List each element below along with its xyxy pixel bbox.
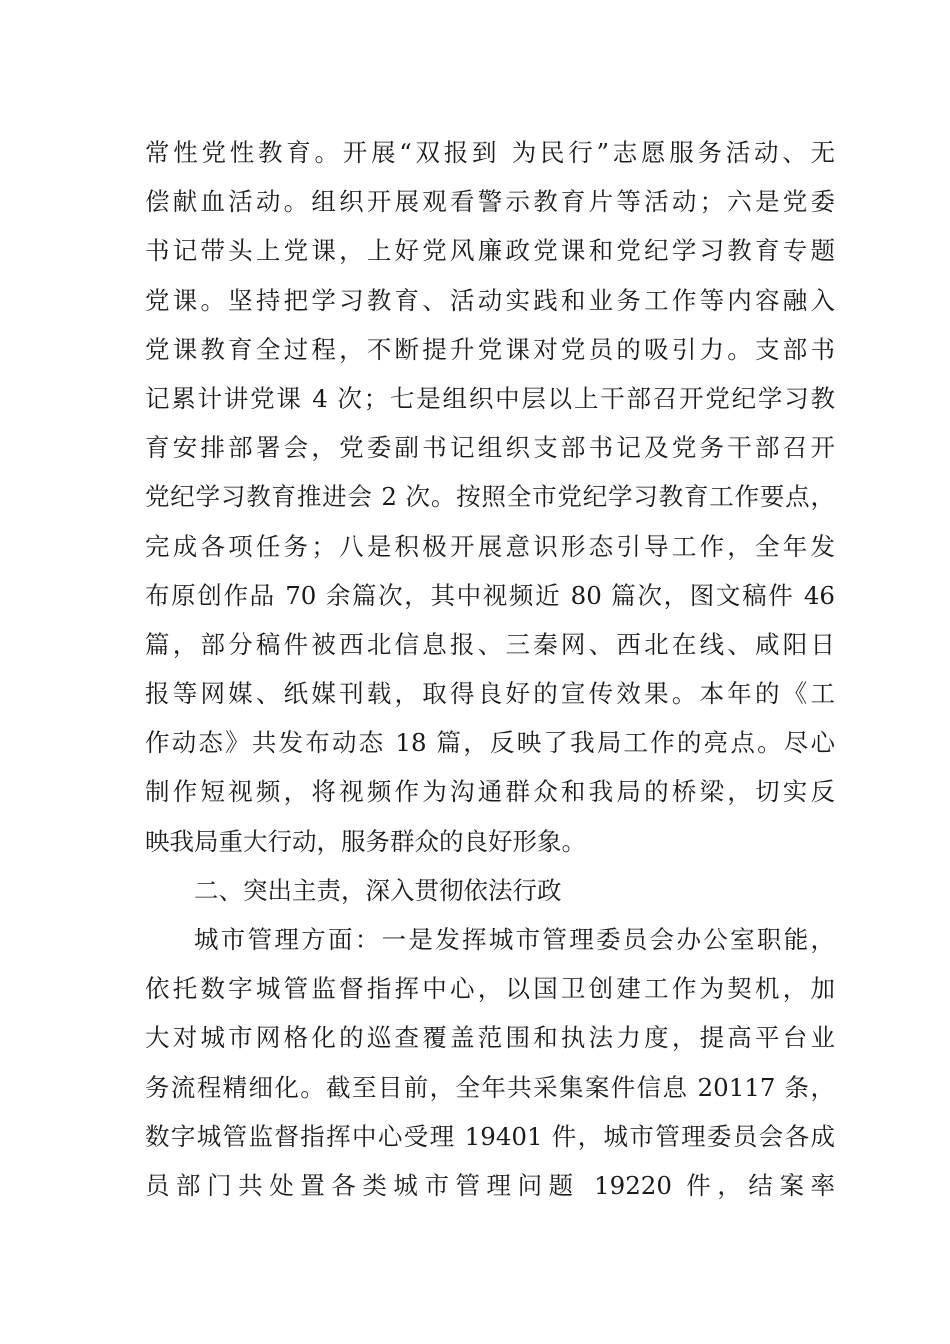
- text-line: 城市管理方面：一是发挥城市管理委员会办公室职能，: [194, 925, 835, 954]
- text-line: 记累计讲党课 4 次；七是组织中层以上干部召开党纪学习教: [145, 383, 835, 413]
- text-line: 映我局重大行动，服务群众的良好形象。: [145, 826, 586, 856]
- text-line: 完成各项任务；八是积极开展意识形态引导工作，全年发: [145, 531, 835, 561]
- text-line: 报等网媒、纸媒刊载，取得良好的宣传效果。本年的《工: [145, 679, 835, 709]
- text-line: 党课。坚持把学习教育、活动实践和业务工作等内容融入: [145, 285, 835, 315]
- text-line: 员部门共处置各类城市管理问题 19220 件，结案率: [145, 1170, 835, 1200]
- text-line: 偿献血活动。组织开展观看警示教育片等活动；六是党委: [145, 187, 835, 217]
- text-line: 常性党性教育。开展“双报到 为民行”志愿服务活动、无: [145, 138, 835, 167]
- text-line: 依托数字城管监督指挥中心，以国卫创建工作为契机，加: [145, 974, 835, 1004]
- text-line: 党纪学习教育推进会 2 次。按照全市党纪学习教育工作要点，: [145, 482, 835, 512]
- text-line: 数字城管监督指挥中心受理 19401 件，城市管理委员会各成: [145, 1121, 835, 1151]
- text-line: 大对城市网格化的巡查覆盖范围和执法力度，提高平台业: [145, 1023, 835, 1053]
- section-heading: 二、突出主责，深入贯彻依法行政: [194, 875, 562, 905]
- text-line: 篇，部分稿件被西北信息报、三秦网、西北在线、咸阳日: [145, 629, 835, 659]
- text-line: 布原创作品 70 余篇次，其中视频近 80 篇次，图文稿件 46: [145, 580, 835, 610]
- text-line: 作动态》共发布动态 18 篇，反映了我局工作的亮点。尽心: [145, 728, 835, 758]
- text-line: 育安排部署会，党委副书记组织支部书记及党务干部召开: [145, 433, 835, 463]
- text-line: 党课教育全过程，不断提升党课对党员的吸引力。支部书: [145, 334, 835, 364]
- text-line: 制作短视频，将视频作为沟通群众和我局的桥梁，切实反: [145, 777, 835, 807]
- document-body: [145, 128, 835, 1210]
- text-line: 书记带头上党课，上好党风廉政党课和党纪学习教育专题: [145, 236, 835, 266]
- text-line: 务流程精细化。截至目前，全年共采集案件信息 20117 条，: [145, 1072, 835, 1102]
